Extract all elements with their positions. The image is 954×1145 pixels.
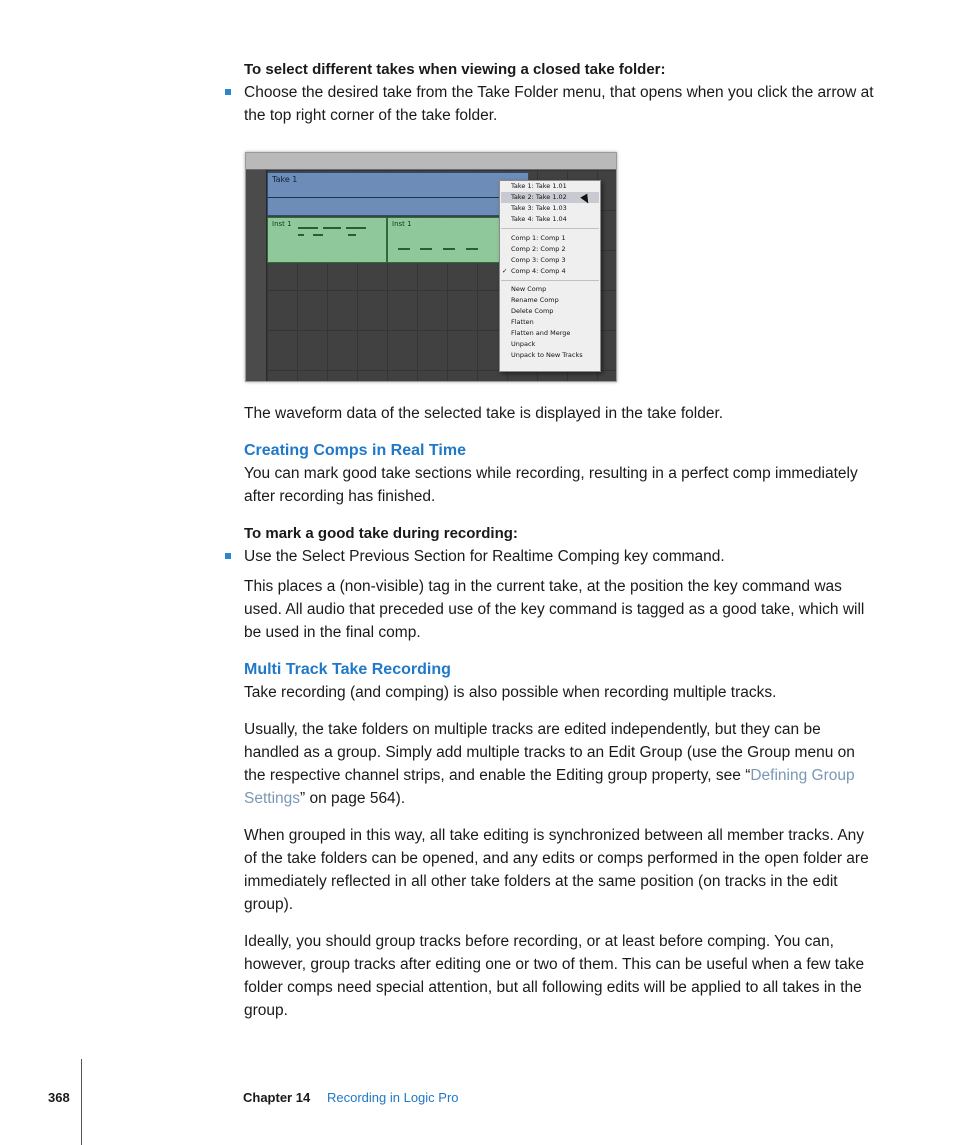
chapter-title-link[interactable]: Recording in Logic Pro [327,1090,459,1105]
procedure-heading-mark-good-take: To mark a good take during recording: [244,525,518,542]
menu-item-unpack[interactable]: Unpack [511,340,536,348]
menu-separator [501,280,599,281]
menu-item-flatten[interactable]: Flatten [511,318,534,326]
chapter-label: Chapter 14 [243,1090,311,1105]
midi-region-2-label: Inst 1 [392,220,412,228]
menu-item-comp-3[interactable]: Comp 3: Comp 3 [511,256,566,264]
midi-region-1-label: Inst 1 [272,220,292,228]
note [298,234,304,236]
screenshot-caption: The waveform data of the selected take is displayed in the take folder. [244,405,724,422]
footer-divider [81,1059,82,1145]
note [420,248,432,250]
midi-region-2 [387,217,501,263]
checkmark-icon: ✓ [502,267,508,275]
paragraph-edit-group [244,718,874,810]
section-text-multi-track: Take recording (and comping) is also possible when recording multiple tracks. [244,684,777,701]
menu-item-take-1[interactable]: Take 1: Take 1.01 [511,182,567,190]
menu-item-take-4[interactable]: Take 4: Take 1.04 [511,215,567,223]
paragraph-grouped-editing: When grouped in this way, all take editing is synchronized between all member tracks. Any of the take folders can be opened, and any edits or comps performed in the open folder are immediately reflected in all other take folders at the same position (on tracks in the edit group). [244,827,869,913]
bullet-icon [225,553,231,559]
note [323,227,341,229]
menu-item-comp-4[interactable]: Comp 4: Comp 4 [511,267,566,275]
section-text-creating-comps: You can mark good take sections while recording, resulting in a perfect comp immediately after recording has finished. [244,465,858,505]
menu-item-take-2[interactable]: Take 2: Take 1.02 [501,192,599,203]
menu-item-comp-1[interactable]: Comp 1: Comp 1 [511,234,566,242]
note [348,234,356,236]
menu-item-take-3[interactable]: Take 3: Take 1.03 [511,204,567,212]
paragraph-edit-group-text: Usually, the take folders on multiple tracks are edited independently, but they can be handled as a group. Simply add multiple tracks to an Edit Group (use the Group menu on the respective channel strips, and enable the Editing group property, see “ [244,721,855,784]
menu-separator [501,228,599,229]
link-defining-group-settings[interactable]: Defining Group Settings [244,767,855,807]
track-list-pane [246,170,267,381]
menu-item-comp-2[interactable]: Comp 2: Comp 2 [511,245,566,253]
paragraph-tag-explanation: This places a (non-visible) tag in the current take, at the position the key command was used. All audio that preceded use of the key command is tagged as a good take, which will be used in the final comp. [244,578,865,641]
take-folder-label: Take 1 [272,175,298,184]
note [346,227,366,229]
menu-item-new-comp[interactable]: New Comp [511,285,547,293]
note [466,248,478,250]
bar-ruler [246,153,616,170]
bullet-icon [225,89,231,95]
paragraph-group-before-recording: Ideally, you should group tracks before recording, or at least before comping. You can, however, group tracks after editing one or two of them. This can be useful when a few take folder comps need special attention, but all following edits will be applied to all takes in the group. [244,933,865,1019]
waveform [268,197,528,198]
paragraph-edit-group-text-end: ” on page 564). [300,790,406,807]
note [313,234,323,236]
menu-item-unpack-to-new-tracks[interactable]: Unpack to New Tracks [511,351,583,359]
midi-region-1 [267,217,387,263]
take-folder-menu[interactable] [499,180,601,372]
section-title-creating-comps: Creating Comps in Real Time [244,442,466,459]
menu-item-flatten-and-merge[interactable]: Flatten and Merge [511,329,571,337]
procedure-heading-select-takes: To select different takes when viewing a closed take folder: [244,61,666,78]
note [298,227,318,229]
page-number: 368 [48,1090,70,1105]
menu-item-rename-comp[interactable]: Rename Comp [511,296,559,304]
note [443,248,455,250]
take-folder-screenshot [245,152,617,382]
menu-item-delete-comp[interactable]: Delete Comp [511,307,554,315]
bullet-text-key-command: Use the Select Previous Section for Realtime Comping key command. [244,548,725,565]
note [398,248,410,250]
bullet-text-choose-take: Choose the desired take from the Take Folder menu, that opens when you click the arrow at the top right corner of the take folder. [244,84,874,124]
take-folder-region [267,172,529,216]
section-title-multi-track: Multi Track Take Recording [244,661,451,678]
